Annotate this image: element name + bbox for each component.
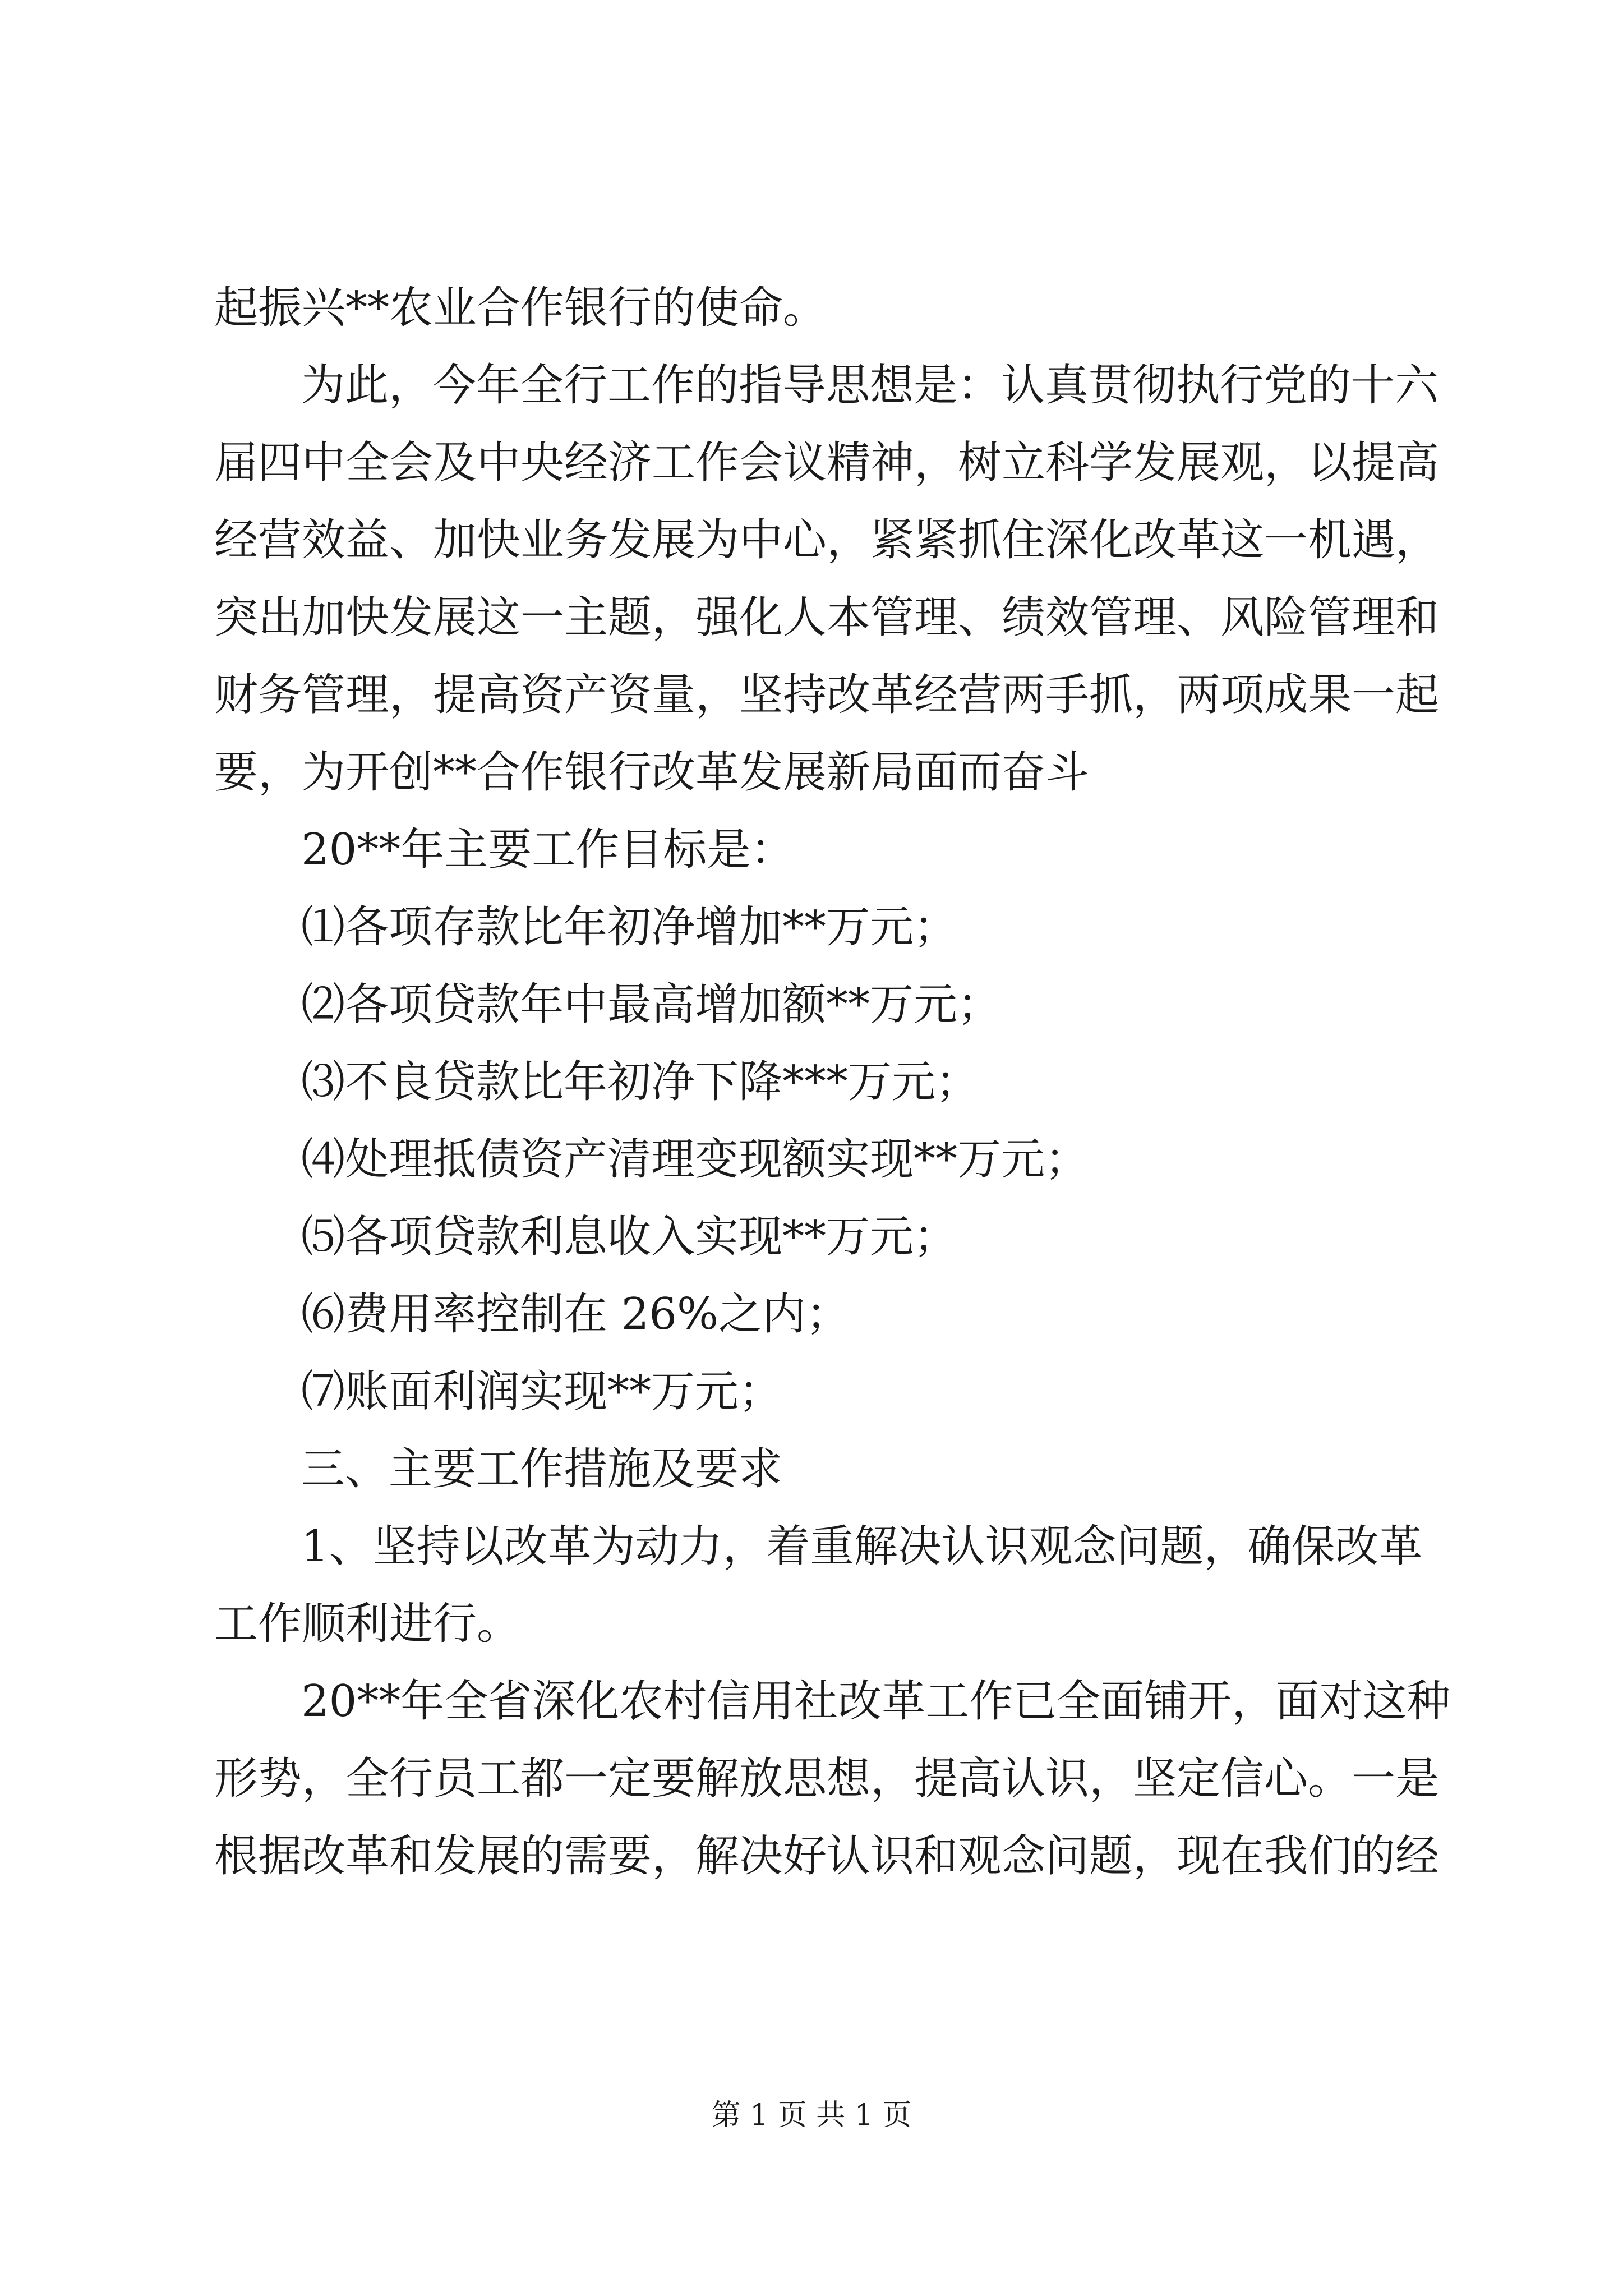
text-line-21: 根据改革和发展的需要，解决好认识和观念问题，现在我们的经	[214, 1831, 1440, 1881]
goal-item-7: ⑺账面利润实现**万元；	[301, 1366, 783, 1417]
text-line-7: 要，为开创**合作银行改革发展新局面而奋斗	[214, 747, 1090, 798]
text-line-5: 突出加快发展这一主题，强化人本管理、绩效管理、风险管理和	[214, 592, 1440, 643]
text-line-18: 工作顺利进行。	[214, 1599, 521, 1649]
text-line-2: 为此，今年全行工作的指导思想是：认真贯彻执行党的十六	[301, 360, 1439, 411]
goal-item-4: ⑷处理抵债资产清理变现额实现**万元；	[301, 1134, 1089, 1185]
text-line-3: 届四中全会及中央经济工作会议精神，树立科学发展观，以提高	[214, 438, 1440, 488]
section-heading: 三、主要工作措施及要求	[301, 1444, 783, 1494]
text-line-19: 20**年全省深化农村信用社改革工作已全面铺开，面对这种	[301, 1676, 1451, 1727]
text-line-8: 20**年主要工作目标是：	[301, 825, 795, 875]
goal-item-3: ⑶不良贷款比年初净下降***万元；	[301, 1057, 980, 1107]
text-line-20: 形势，全行员工都一定要解放思想，提高认识，坚定信心。一是	[214, 1754, 1440, 1804]
goal-item-6: ⑹费用率控制在 26%之内；	[301, 1289, 850, 1340]
text-line-4: 经营效益、加快业务发展为中心，紧紧抓住深化改革这一机遇，	[214, 515, 1440, 565]
text-line-17: 1、坚持以改革为动力，着重解决认识观念问题，确保改革	[301, 1521, 1423, 1572]
text-line-6: 财务管理，提高资产资量，坚持改革经营两手抓，两项成果一起	[214, 670, 1440, 720]
page-number-footer: 第 1 页 共 1 页	[711, 2099, 912, 2132]
goal-item-5: ⑸各项贷款利息收入实现**万元；	[301, 1212, 958, 1262]
goal-item-1: ⑴各项存款比年初净增加**万元；	[301, 902, 958, 953]
text-line-1: 起振兴**农业合作银行的使命。	[214, 283, 827, 333]
goal-item-2: ⑵各项贷款年中最高增加额**万元；	[301, 979, 1002, 1030]
